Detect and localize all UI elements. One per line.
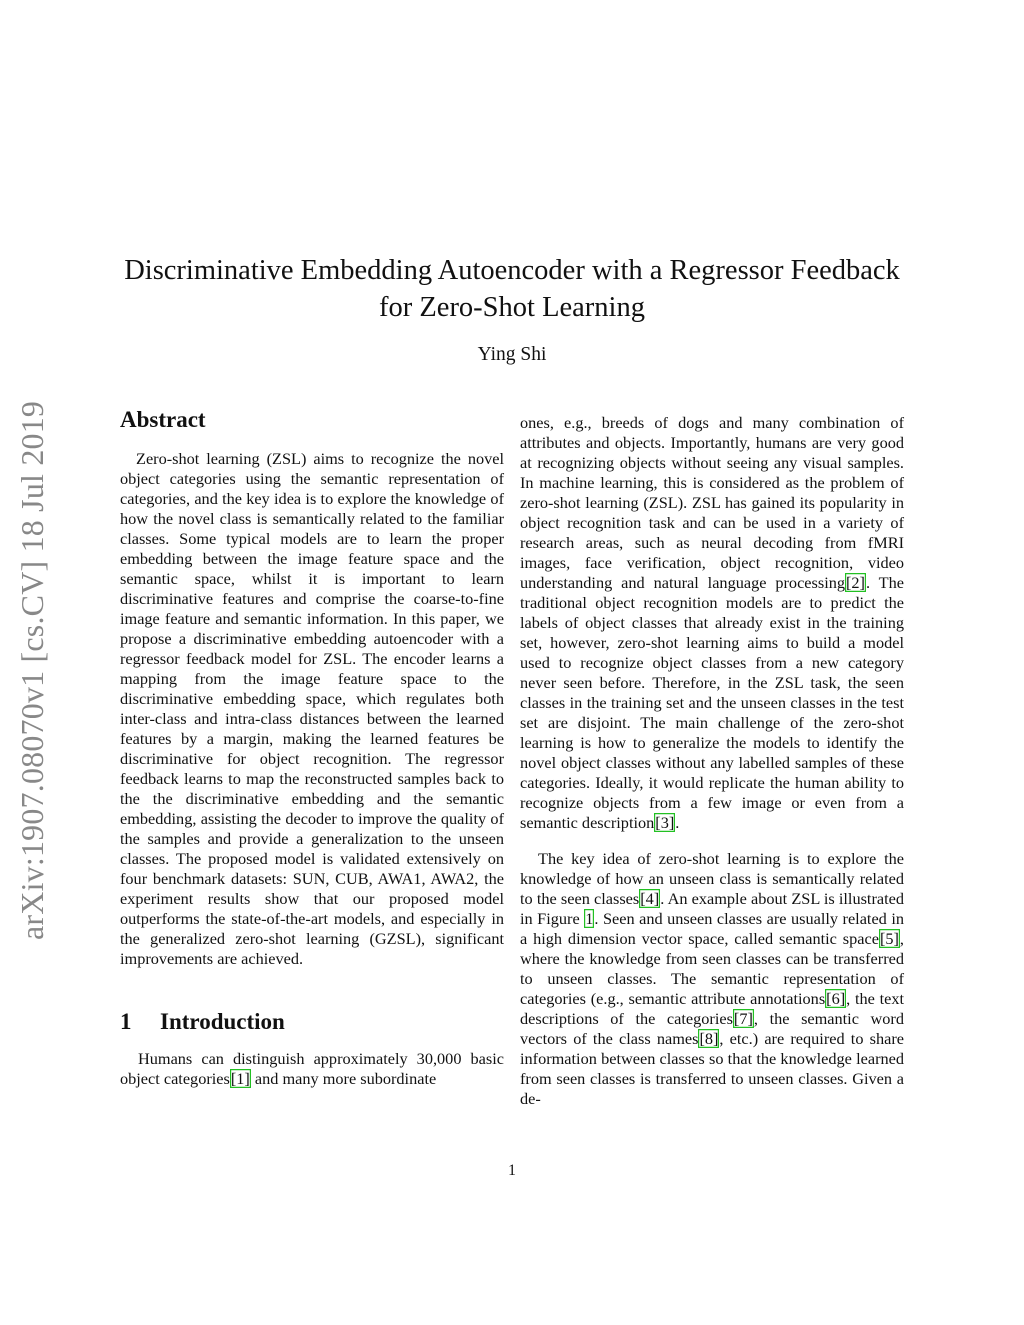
paper-title [110, 252, 914, 326]
page-number: 1 [508, 1162, 516, 1179]
figure-reference-link[interactable]: 1 [585, 909, 594, 928]
arxiv-identifier: arXiv:1907.08070v1 [cs.CV] 18 Jul 2019 [14, 400, 50, 940]
text-run: . An example about ZSL is illustrated in Figure [520, 889, 904, 928]
title-line-1: Discriminative Embedding Autoencoder with a Regressor Feedback [124, 255, 900, 286]
text-run: . Seen and unseen classes are usually related in a high dimension vector space, called semantic space [520, 909, 905, 948]
citation-link[interactable]: [5] [879, 929, 899, 948]
section-heading-introduction [120, 1007, 504, 1037]
citation-link[interactable]: [6] [826, 989, 846, 1008]
abstract-body: Zero-shot learning (ZSL) aims to recognize the novel object categories using the semantic representation of categories, and the key idea is to explore the knowledge of how the novel class is semantically related to the familiar classes. Some typical models are to learn the proper embedding between the image feature space and the semantic space, whilst it is important to learn discriminative features and comprise the coarse-to-fine image feature and semantic information. In this paper, we propose a discriminative embedding autoencoder with a regressor feedback model for ZSL. The encoder learns a mapping from the image feature space to the discriminative embedding space, which regulates both inter-class and intra-class distances between the learned features by a margin, making the learned features be discriminative for object recognition. The regressor feedback learns to map the reconstructed samples back to the the discriminative embedding and the semantic embedding, assisting the decoder to improve the quality of the samples and provide a generalization to the unseen classes. The proposed model is validated extensively on four benchmark datasets: SUN, CUB, AWA1, AWA2, the experiment results show that our proposed model outperforms the state-of-the-art models, and especially in the generalized zero-shot learning (GZSL), significant improvements are achieved. [120, 449, 504, 968]
text-run: , the semantic word vectors of the class names [520, 1009, 904, 1048]
text-run: . [675, 813, 680, 832]
author-name: Ying Shi [477, 344, 547, 365]
citation-link[interactable]: [2] [846, 573, 865, 592]
text-run: . The traditional object recognition models are to predict the labels of object classes that already exist in the training set, however, zero-shot learning aims to build a model used to recognize object classes from a new category never seen before. Therefore, in the ZSL task, the seen classes in the training set and the unseen classes in the test set are disjoint. The main challenge of the zero-shot learning is how to generalize the models to identify the novel object classes without any labelled samples of these categories. Ideally, it would replicate the human ability to recognize objects from a few image or even from a semantic description [520, 573, 904, 832]
section-number: 1 [120, 1009, 132, 1034]
text-run: and many more subordinate [250, 1069, 437, 1088]
left-column [120, 405, 504, 1089]
text-run: The key idea of zero-shot learning is to explore the knowledge of how an unseen class is semantically related to the seen classes [520, 849, 904, 908]
citation-link[interactable]: [3] [655, 813, 675, 832]
title-line-2: for Zero-Shot Learning [379, 292, 645, 323]
citation-link[interactable]: [4] [640, 889, 660, 908]
citation-link[interactable]: [1] [230, 1069, 250, 1088]
intro-paragraph-1-start [120, 1049, 504, 1089]
citation-link[interactable]: [8] [699, 1029, 719, 1048]
text-run: , where the knowledge from seen classes can be transferred to unseen classes. The semantic representation of categories (e.g., semantic attribute annotations [520, 929, 904, 1008]
intro-paragraph-2 [520, 849, 904, 1109]
section-title: Introduction [160, 1009, 285, 1034]
text-run: , the text descriptions of the categories [520, 989, 905, 1028]
intro-paragraph-1-continued [520, 413, 904, 833]
citation-link[interactable]: [7] [733, 1009, 753, 1028]
text-run: ones, e.g., breeds of dogs and many combination of attributes and objects. Importantly, humans are very good at recognizing objects without seeing any visual samples. In machine learning, this is considered as the problem of zero-shot learning (ZSL). ZSL has gained its popularity in object recognition task and can be used in a variety of research areas, such as neural decoding from fMRI images, face verification, object recognition, video understanding and natural language processing [520, 413, 904, 592]
text-run: Humans can distinguish approximately 30,000 basic object categories [120, 1049, 504, 1088]
right-column [520, 413, 904, 1109]
text-run: , etc.) are required to share information between classes so that the knowledge learned from seen classes is transferred to unseen classes. Given a de- [520, 1029, 904, 1108]
abstract-heading: Abstract [120, 407, 206, 432]
